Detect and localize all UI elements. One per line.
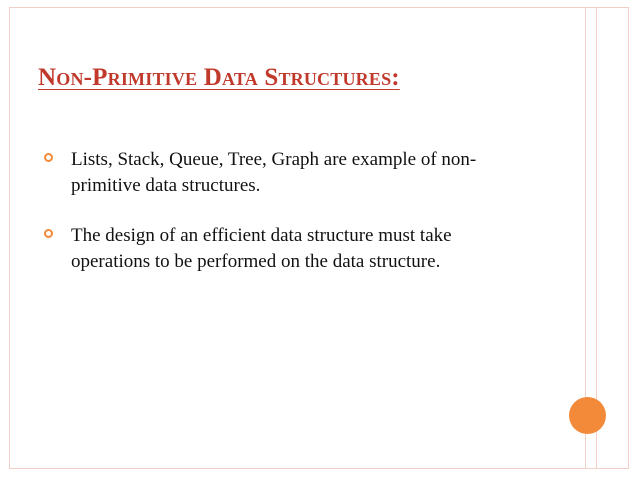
bullet-item (44, 147, 514, 199)
circle-bullet-icon (44, 229, 53, 238)
bullet-text: Lists, Stack, Queue, Tree, Graph are example of non-primitive data structures. (71, 149, 477, 196)
orange-circle-icon (569, 397, 606, 434)
circle-bullet-icon (44, 153, 53, 162)
slide-title: Non-Primitive Data Structures: (38, 64, 400, 91)
bullet-list (44, 147, 514, 299)
bullet-item (44, 223, 514, 275)
bullet-text: The design of an efficient data structure must take operations to be performed on the data structure. (71, 225, 452, 272)
